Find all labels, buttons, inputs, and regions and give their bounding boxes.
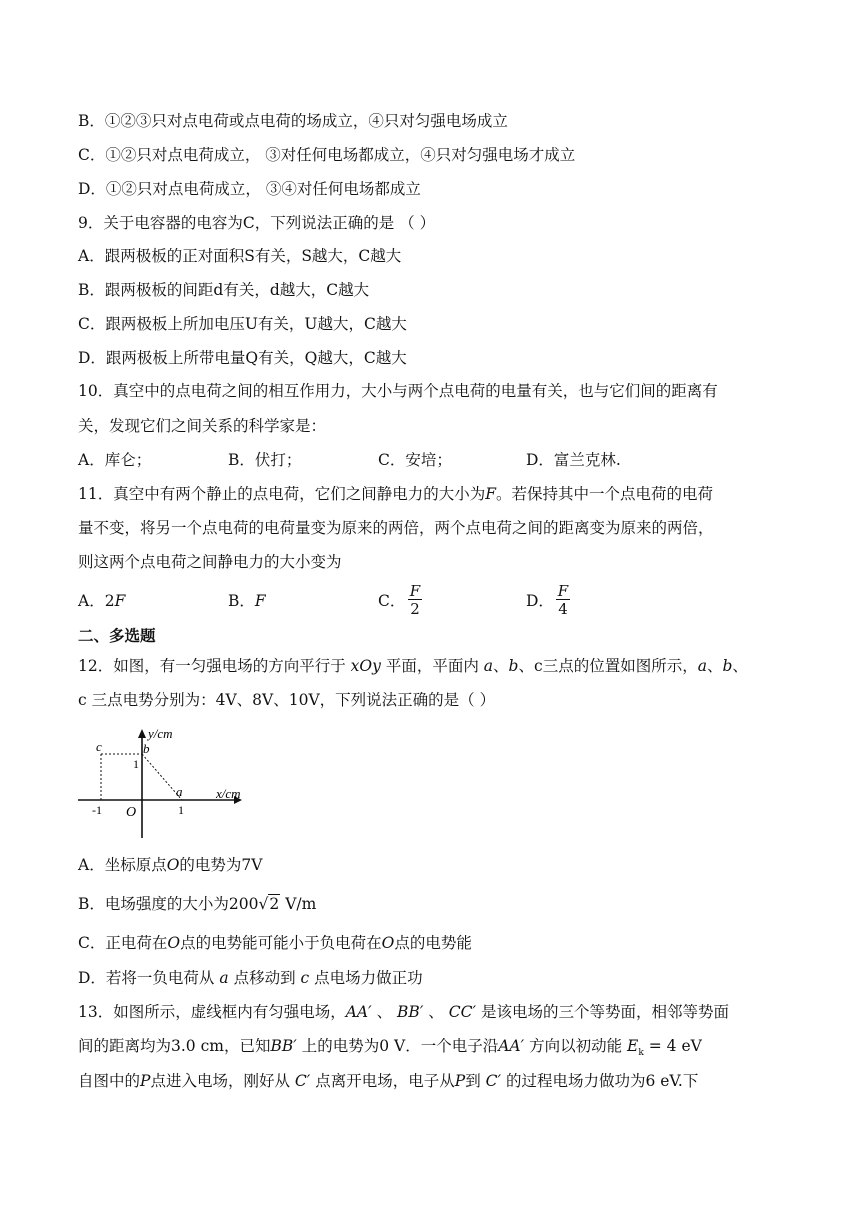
y-tick-one: 1 bbox=[133, 757, 139, 771]
q11-stem-line1: 11．真空中有两个静止的点电荷，它们之间静电力的大小为F。若保持其中一个点电荷的电荷 bbox=[78, 485, 714, 503]
q13-stem-line2: 间的距离均为3.0 cm，已知BB′ 上的电势为0 V．一个电子沿AA′ 方向以初动能 $E_k = 4$ eV bbox=[78, 1037, 702, 1059]
x-axis-label: x/cm bbox=[216, 786, 241, 801]
q10-option-a: A．库仑； bbox=[78, 451, 152, 469]
point-b-label: b bbox=[143, 741, 150, 756]
q12-option-b: B．电场强度的大小为200√2 V/m bbox=[78, 895, 317, 913]
q12-coordinate-graph bbox=[76, 726, 248, 844]
q8-option-d: D．①②只对点电荷成立， ③④对任何电场都成立 bbox=[78, 180, 421, 198]
q11-option-a: A．2F bbox=[78, 592, 126, 610]
q12-stem-line2: c 三点电势分别为：4V、8V、10V，下列说法正确的是（ ） bbox=[78, 691, 496, 709]
q9-option-a: A．跟两极板的正对面积S有关，S越大，C越大 bbox=[78, 247, 402, 265]
q11-stem-line2: 量不变，将另一个点电荷的电荷量变为原来的两倍，两个点电荷之间的距离变为原来的两倍， bbox=[78, 519, 714, 537]
point-c-label: c bbox=[96, 739, 102, 754]
q11-option-c-label: C． bbox=[378, 592, 406, 610]
q11-option-d-fraction: $\frac{F}{4}$ bbox=[557, 582, 569, 618]
q8-option-c: C．①②只对点电荷成立， ③对任何电场都成立，④只对匀强电场才成立 bbox=[78, 146, 576, 164]
section-heading-multiple-choice: 二、多选题 bbox=[78, 627, 156, 645]
y-axis-label: y/cm bbox=[148, 726, 173, 741]
point-a-label: a bbox=[176, 784, 183, 799]
q10-option-b: B．伏打； bbox=[228, 451, 302, 469]
q12-option-a: A．坐标原点O的电势为7V bbox=[78, 856, 263, 874]
q10-stem-line1: 10．真空中的点电荷之间的相互作用力，大小与两个点电荷的电量有关，也与它们间的距离有 bbox=[78, 382, 718, 400]
q12-stem-line1: 12．如图，有一匀强电场的方向平行于 xOy 平面，平面内 a、b、c三点的位置如图所示，a、b、 bbox=[78, 657, 748, 675]
q11-option-d-label: D． bbox=[526, 592, 554, 610]
x-tick-neg-one: -1 bbox=[92, 803, 102, 817]
origin-label: O bbox=[126, 805, 137, 820]
q12-option-d: D．若将一负电荷从 a 点移动到 c 点电场力做正功 bbox=[78, 969, 423, 987]
q9-option-d: D．跟两极板上所带电量Q有关，Q越大，C越大 bbox=[78, 349, 407, 367]
q11-option-c-fraction: $\frac{F}{2}$ bbox=[409, 582, 421, 618]
y-axis-arrow-icon bbox=[138, 729, 146, 738]
q10-stem-line2: 关，发现它们之间关系的科学家是： bbox=[78, 417, 327, 435]
q10-option-c: C．安培； bbox=[378, 451, 452, 469]
x-tick-one: 1 bbox=[178, 803, 184, 817]
q11-option-b: B．F bbox=[228, 592, 266, 610]
q13-stem-line1: 13．如图所示，虚线框内有匀强电场，AA′ 、 BB′ 、 CC′ 是该电场的三个等势面，相邻等势面 bbox=[78, 1003, 729, 1021]
q11-options bbox=[78, 582, 778, 618]
q11-stem-line3: 则这两个点电荷之间静电力的大小变为 bbox=[78, 553, 342, 571]
q9-stem: 9．关于电容器的电容为C，下列说法正确的是 （ ） bbox=[78, 214, 436, 232]
q13-stem-line3: 自图中的P点进入电场，刚好从 C′ 点离开电场，电子从P到 C′ 的过程电场力做功为6 eV.下 bbox=[78, 1072, 699, 1090]
q9-option-b: B．跟两极板的间距d有关，d越大，C越大 bbox=[78, 281, 370, 299]
q10-option-d: D．富兰克林. bbox=[526, 451, 621, 469]
q10-options bbox=[78, 450, 778, 470]
q12-option-c: C．正电荷在O点的电势能可能小于负电荷在O点的电势能 bbox=[78, 934, 472, 952]
q9-option-c: C．跟两极板上所加电压U有关，U越大，C越大 bbox=[78, 315, 407, 333]
sqrt-symbol: √2 bbox=[258, 895, 280, 913]
q8-option-b: B．①②③只对点电荷或点电荷的场成立，④只对匀强电场成立 bbox=[78, 112, 508, 130]
